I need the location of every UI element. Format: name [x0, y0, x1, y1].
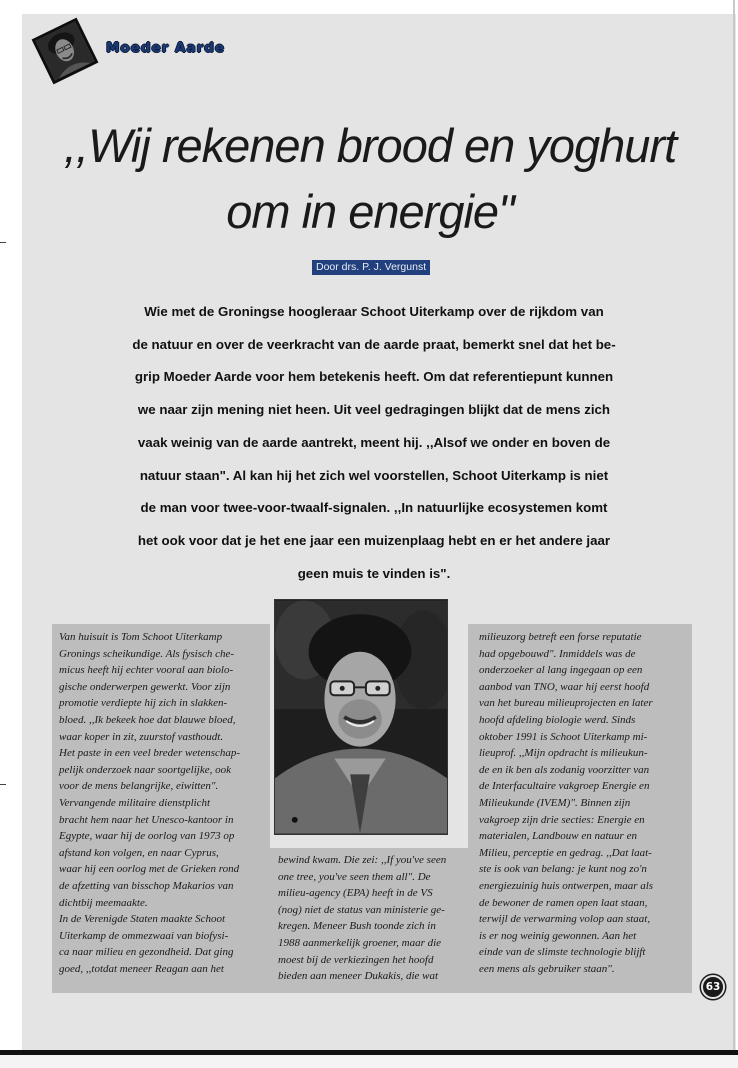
column-line: ca naar milieu en gezondheid. Dat ging — [59, 946, 234, 959]
intro-line: we naar zijn mening niet heen. Uit veel gedragingen blijkt dat de mens zich — [137, 402, 611, 418]
column-line: oktober 1991 is Schoot Uiterkamp mi- — [479, 730, 648, 743]
intro-line: grip Moeder Aarde voor hem betekenis heeft. Om dat referentiepunt kunnen — [134, 369, 614, 385]
column-line: waar hij een oorlog met de Grieken rond — [59, 863, 240, 876]
intro-paragraph — [108, 296, 640, 590]
column-line: bracht hem naar het Unesco-kantoor in — [59, 813, 234, 826]
column-line: de en ik ben als zodanig voorzitter van — [479, 763, 650, 776]
scan-bottom-margin — [0, 1055, 738, 1068]
column-line: materialen, Landbouw en natuur en — [479, 830, 637, 843]
column-line: aanbod van TNO, waar hij eerst hoofd — [479, 680, 650, 693]
column-line: vakgroep zijn drie secties: Energie en — [479, 813, 645, 826]
column-line: Milieukunde (IVEM)". Binnen zijn — [479, 796, 631, 809]
portrait-photo — [274, 599, 448, 835]
column-line: Vervangende militaire dienstplicht — [59, 796, 211, 809]
section-label: Moeder Aarde — [106, 40, 226, 56]
column-line: energiezuinig huis ontwerpen, maar als — [479, 879, 654, 892]
column-line: einde van de slimste technologie blijft — [479, 946, 646, 959]
intro-line: Wie met de Groningse hoogleraar Schoot Uiterkamp over de rijkdom van — [144, 304, 604, 319]
column-line: pelijk onderzoek naar soortgelijke, ook — [59, 763, 231, 776]
intro-line: het ook voor dat je het ene jaar een muizenplaag hebt en er het andere jaar — [137, 532, 611, 548]
column-line: (nog) niet de status van ministerie ge- — [278, 903, 445, 916]
intro-line: natuur staan". Al kan hij het zich wel voorstellen, Schoot Uiterkamp is niet — [139, 467, 609, 483]
column-line: micus heeft hij echter vooral aan biolo- — [59, 664, 234, 677]
column-line: Egypte, waar hij de oorlog van 1973 op — [59, 830, 235, 843]
headline-line-2: om in energie" — [226, 185, 514, 238]
intro-line: geen muis te vinden is". — [297, 565, 451, 581]
column-line: moest bij de verkiezingen het hoofd — [278, 953, 434, 966]
column-line: bieden aan meneer Dukakis, die wat — [278, 970, 439, 983]
column-line: Gronings scheikundige. Als fysisch che- — [59, 647, 235, 660]
margin-tick — [0, 784, 6, 785]
byline: Door drs. P. J. Vergunst — [312, 260, 430, 275]
headline-line-1: ,,Wij rekenen brood en yoghurt — [63, 119, 677, 172]
column-line: onderzoeker al lang ingegaan op een — [479, 664, 643, 677]
column-line: 1988 aanmerkelijk groener, maar die — [278, 936, 442, 949]
intro-line: de man voor twee-voor-twaalf-signalen. ,,In natuurlijke ecosystemen komt — [140, 500, 608, 516]
column-line: de Interfacultaire vakgroep Energie en — [479, 780, 650, 793]
column-line: bewind kwam. Die zei: ,,If you've seen — [278, 854, 447, 866]
article-column-middle — [270, 848, 470, 993]
margin-tick — [0, 242, 6, 243]
column-line: Van huisuit is Tom Schoot Uiterkamp — [59, 631, 223, 643]
column-line: kregen. Meneer Bush toonde zich in — [278, 920, 436, 933]
column-line: had opgebouwd". Inmiddels was de — [479, 647, 636, 660]
column-line: bloed. ,,Ik bekeek hoe dat blauwe bloed, — [59, 713, 236, 726]
column-line: Het paste in een veel breder wetenschap- — [59, 747, 241, 760]
column-line: Uiterkamp de ommezwaai van biofysi- — [59, 929, 229, 942]
article-column-right — [468, 624, 692, 993]
column-line: one tree, you've seen them all". De — [278, 870, 431, 883]
column-line: de afzetting van bisschop Makarios van — [59, 879, 234, 892]
article-column-left — [52, 624, 270, 993]
portrait-photo-icon — [275, 600, 447, 834]
column-line: milieu-agency (EPA) heeft in de VS — [278, 887, 433, 900]
page-fold-line — [733, 0, 735, 1068]
column-line: een mens als gebruiker staan". — [479, 962, 615, 975]
column-line: gische onderwerpen gewerkt. Voor zijn — [59, 680, 231, 693]
column-line: milieuzorg betreft een forse reputatie — [479, 631, 642, 643]
column-line: dichtbij meemaakte. — [59, 896, 148, 909]
column-line: Milieu, perceptie en gedrag. ,,Dat laat- — [479, 846, 652, 859]
page-number-badge: 63 — [701, 975, 725, 999]
column-line: promotie verdiepte hij zich in slakken- — [59, 697, 228, 710]
column-line: lieuprof. ,,Mijn opdracht is milieukun- — [479, 747, 648, 760]
intro-line: vaak weinig van de aarde aantrekt, meent hij. ,,Alsof we onder en boven de — [137, 434, 611, 450]
column-line: is er nog weinig gewonnen. Aan het — [479, 929, 637, 942]
column-line: In de Verenigde Staten maakte Schoot — [59, 913, 226, 926]
column-line: hoofd afdeling biologie werd. Sinds — [479, 713, 636, 726]
column-line: de bewoner de ramen open laat staan, — [479, 896, 648, 909]
column-line: waar koper in zit, zuurstof vasthoudt. — [59, 730, 224, 743]
column-line: van het bureau milieuprojecten en later — [479, 697, 653, 710]
intro-line: de natuur en over de veerkracht van de aarde praat, bemerkt snel dat het be- — [132, 336, 616, 352]
column-line: terwijl de verwarming volop aan staat, — [479, 913, 651, 926]
column-line: ste is ook van belang: je kunt nog zo'n — [479, 863, 647, 876]
column-line: voor de mens belangrijke, eiwitten". — [59, 780, 219, 793]
column-line: afstand kon volgen, en naar Cyprus, — [59, 846, 219, 859]
column-line: goed, ,,totdat meneer Reagan aan het — [59, 962, 224, 975]
